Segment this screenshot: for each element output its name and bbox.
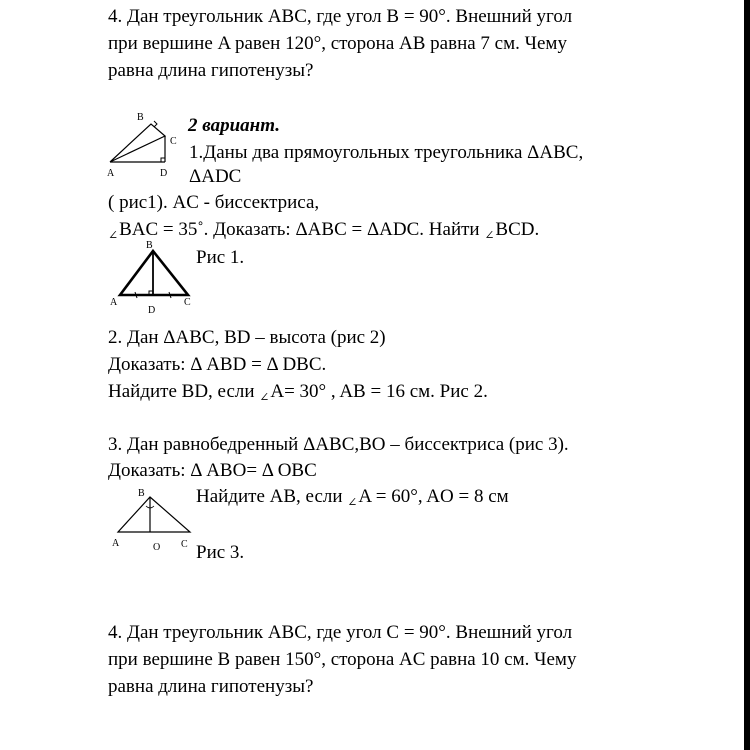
task3-line1: 3. Дан равнобедренный ΔABC,BO – биссектриса (рис 3). <box>108 434 569 455</box>
figure-1-caption: Рис 1. <box>196 247 245 268</box>
task4-top-line3: равна длина гипотенузы? <box>108 60 314 81</box>
task3-line3-part2: A = 60°, AO = 8 см <box>358 486 509 507</box>
task2-line3 <box>108 379 488 410</box>
task2-line2: Доказать: Δ ABD = Δ DBC. <box>108 354 327 375</box>
fig1-label-a: A <box>110 297 118 308</box>
task1-line2: ΔADC <box>189 166 242 187</box>
task4-bottom-line2: при вершине B равен 150°, сторона AC равна 10 см. Чему <box>108 649 577 670</box>
angle-icon: ∠ <box>347 495 358 509</box>
task4-bottom-line3: равна длина гипотенузы? <box>108 676 314 697</box>
fig3-label-o: O <box>153 542 161 553</box>
figure-right-triangle-altitude <box>104 106 188 180</box>
figure-1-triangle <box>108 240 198 318</box>
task2-line3-part2: A= 30° , AB = 16 см. Рис 2. <box>270 381 488 402</box>
angle-icon: ∠ <box>484 228 495 242</box>
fig0-label-a: A <box>107 168 115 179</box>
fig1-label-d: D <box>148 305 156 316</box>
task1-line3: ( рис1). AC - биссектриса, <box>108 192 320 213</box>
fig3-label-a: A <box>112 538 120 549</box>
right-page-border <box>744 0 750 750</box>
fig0-label-d: D <box>160 168 168 179</box>
fig3-label-b: B <box>138 488 145 499</box>
angle-icon: ∠ <box>259 390 270 404</box>
task2-line3-part1: Найдите BD, если <box>108 381 260 402</box>
task3-line2: Доказать: Δ ABO= Δ OBC <box>108 460 317 481</box>
fig1-label-c: C <box>184 297 191 308</box>
task1-line4-part1: BAC = 35˚. Доказать: ΔABC = ΔADC. Найти <box>119 219 485 240</box>
task4-top-line2: при вершине A равен 120°, сторона AB равна 7 см. Чему <box>108 33 567 54</box>
task3-line3 <box>196 484 509 515</box>
figure-3-caption: Рис 3. <box>196 542 245 563</box>
task2-line1: 2. Дан ΔABC, BD – высота (рис 2) <box>108 327 386 348</box>
task4-top-line1: 4. Дан треугольник ABC, где угол B = 90°. Внешний угол <box>108 6 573 27</box>
fig0-label-b: B <box>137 112 144 123</box>
task4-bottom-line1: 4. Дан треугольник ABC, где угол C = 90°. Внешний угол <box>108 622 573 643</box>
fig3-label-c: C <box>181 539 188 550</box>
task3-line3-part1: Найдите AB, если <box>196 486 348 507</box>
fig0-label-c: C <box>170 136 177 147</box>
figure-3-triangle <box>108 484 198 554</box>
task1-line1: 1.Даны два прямоугольных треугольника ΔABC, <box>189 142 584 163</box>
variant-heading: 2 вариант. <box>188 115 280 136</box>
angle-icon: ∠ <box>108 228 119 242</box>
task1-line4-part2: BCD. <box>495 219 540 240</box>
fig1-label-b: B <box>146 240 153 251</box>
